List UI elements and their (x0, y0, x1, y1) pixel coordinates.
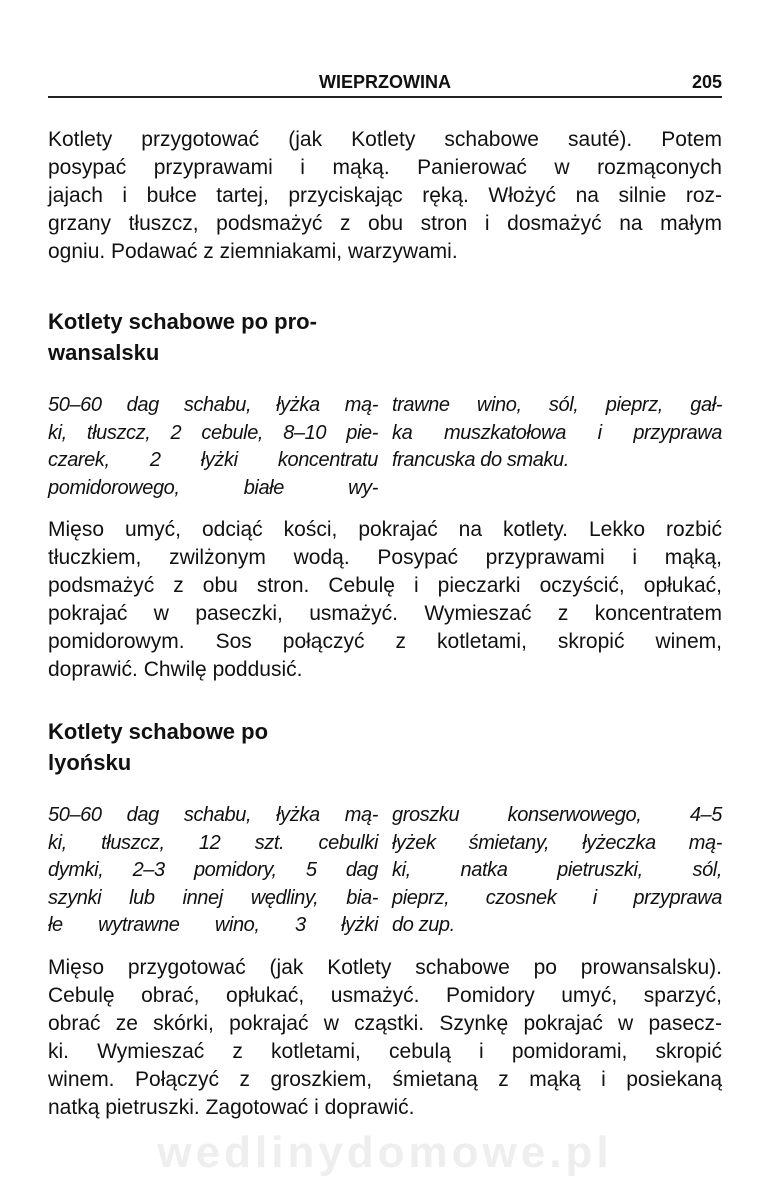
recipe-2-method (48, 954, 722, 1122)
running-header (48, 70, 722, 98)
ingredients-left-column (48, 392, 378, 502)
text-line: natką pietruszki. Zagotować i doprawić. (48, 1095, 415, 1119)
text-line: podsmażyć z obu stron. Cebulę i pieczarki oczyścić, opłukać, (48, 574, 722, 597)
text-line: wansalsku (48, 340, 160, 365)
chapter-title: WIEPRZOWINA (319, 72, 451, 92)
watermark: wedlinydomowe.pl (157, 1127, 613, 1177)
text-line: jajach i bułce tartej, przyciskając ręką. Włożyć na silnie roz- (48, 184, 722, 207)
recipe-2-title (48, 716, 722, 778)
ingredients-right-column (392, 802, 722, 940)
page-body (48, 126, 722, 1178)
text-line: 50–60 dag schabu, łyżka mą- (48, 394, 378, 416)
text-line: lyońsku (48, 750, 132, 775)
text-line: doprawić. Chwilę poddusić. (48, 658, 303, 681)
page-number: 205 (691, 72, 722, 92)
text-line: francuska do smaku. (392, 449, 569, 471)
ingredients-right-column (392, 392, 722, 502)
text-line: pomidorowego, białe wy- (48, 476, 378, 499)
text-line: Kotlety schabowe po pro- (48, 309, 317, 334)
ingredients-left-column (48, 802, 378, 940)
text-line: grzany tłuszcz, podsmażyć z obu stron i dosmażyć na małym (48, 212, 722, 235)
text-line: trawne wino, sól, pieprz, gał- (392, 394, 722, 416)
text-line: tłuczkiem, zwilżonym wodą. Posypać przyprawami i mąką, (48, 546, 722, 569)
text-line: ki, natka pietruszki, sól, (392, 859, 722, 881)
text-line: ka muszkatołowa i przyprawa (392, 421, 722, 444)
text-line: ki, tłuszcz, 12 szt. cebulki (48, 831, 378, 854)
text-line: szynki lub innej wędliny, bia- (48, 886, 378, 909)
text-line: czarek, 2 łyżki koncentratu (48, 449, 378, 471)
text-line: 50–60 dag schabu, łyżka mą- (48, 804, 378, 826)
text-line: Mięso umyć, odciąć kości, pokrajać na kotlety. Lekko rozbić (48, 518, 722, 541)
text-line: pieprz, czosnek i przyprawa (392, 886, 722, 909)
recipe-1-title (48, 306, 722, 368)
intro-paragraph (48, 126, 722, 266)
text-line: ki. Wymieszać z kotletami, cebulą i pomidorami, skropić (48, 1039, 722, 1063)
text-line: winem. Połączyć z groszkiem, śmietaną z mąką i posiekaną (48, 1067, 722, 1091)
text-line: groszku konserwowego, 4–5 (392, 804, 722, 826)
text-line: Mięso przygotować (jak Kotlety schabowe po prowansalsku). (48, 955, 722, 979)
text-line: Kotlety przygotować (jak Kotlety schabowe sauté). Potem (48, 128, 722, 151)
text-line: łyżek śmietany, łyżeczka mą- (392, 831, 722, 854)
text-line: dymki, 2–3 pomidory, 5 dag (48, 859, 378, 881)
recipe-1-method (48, 516, 722, 684)
text-line: Cebulę obrać, opłukać, usmażyć. Pomidory umyć, sparzyć, (48, 983, 722, 1007)
text-line: pomidorowym. Sos połączyć z kotletami, skropić winem, (48, 630, 722, 653)
text-line: posypać przyprawami i mąką. Panierować w rozmąconych (48, 156, 722, 179)
text-line: pokrajać w paseczki, usmażyć. Wymieszać z koncentratem (48, 602, 722, 625)
text-line: łe wytrawne wino, 3 łyżki (48, 914, 378, 936)
text-line: do zup. (392, 914, 455, 936)
recipe-1-ingredients (48, 392, 722, 502)
recipe-2-ingredients (48, 802, 722, 940)
text-line: ogniu. Podawać z ziemniakami, warzywami. (48, 240, 458, 263)
text-line: Kotlety schabowe po (48, 719, 269, 744)
text-line: ki, tłuszcz, 2 cebule, 8–10 pie- (48, 421, 378, 444)
text-line: obrać ze skórki, pokrajać w cząstki. Szynkę pokrajać w pasecz- (48, 1011, 722, 1035)
